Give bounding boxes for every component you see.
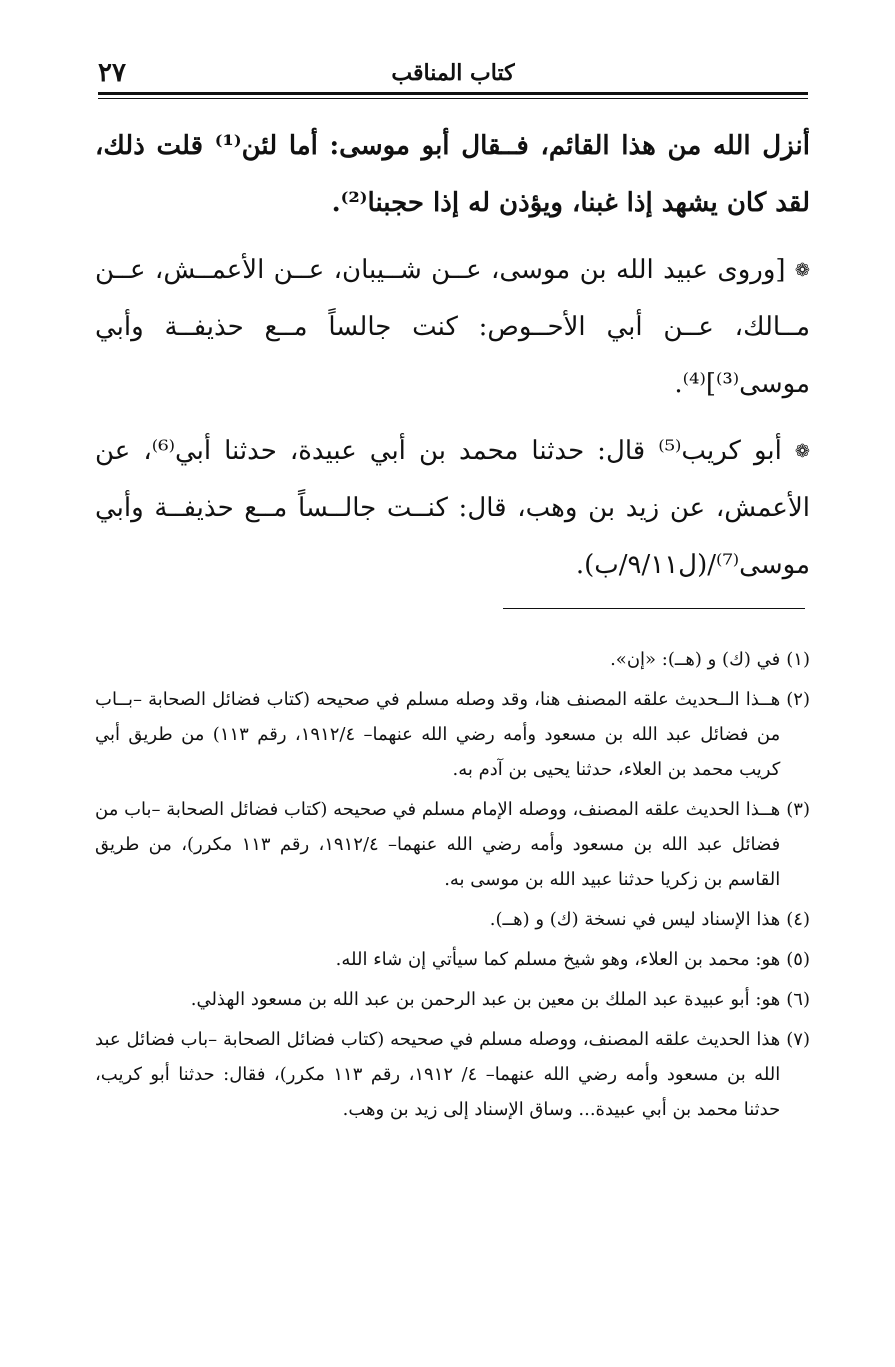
page-header xyxy=(98,60,808,96)
footnote xyxy=(95,642,810,677)
page-number: ٢٧ xyxy=(98,58,126,88)
paragraph-2-text: [وروى عبيد الله بن موسى، عــن شــيبان، عــن الأعمــش، عــن مــالك، عــن أبي الأحــوص: كنت جالساً مــع حذيفــة وأبي موسى⁽³⁾]⁽⁴⁾. xyxy=(95,255,810,399)
footnote xyxy=(95,792,810,897)
footnote-text: هذا الحديث علقه المصنف، ووصله مسلم في صحيحه (كتاب فضائل الصحابة –باب فضائل عبد الله بن مسعود وأمه رضي الله عنهما– ٤/ ١٩١٢، رقم ١١٣ مكرر)، فقال: حدثنا أبو كريب، حدثنا محمد بن أبي عبيدة... وساق الإسناد إلى زيد بن وهب. xyxy=(95,1029,781,1120)
paragraph-1: أنزل الله من هذا القائم، فــقال أبو موسى: أما لئن⁽¹⁾ قلت ذلك، لقد كان يشهد إذا غبنا، ويؤذن له إذا حجبنا⁽²⁾. xyxy=(95,131,810,218)
flower-bullet-icon: ❁ xyxy=(794,441,810,462)
footnote xyxy=(95,942,810,977)
footnote-text: في (ك) و (هــ): «إن». xyxy=(610,649,781,670)
footnotes xyxy=(95,642,810,1132)
paragraph-2 xyxy=(95,242,810,413)
footnote xyxy=(95,682,810,787)
footnote-text: هــذا الحديث علقه المصنف، ووصله الإمام مسلم في صحيحه (كتاب فضائل الصحابة –باب من فضائل عبد الله بن مسعود وأمه رضي الله عنهما– ١٩١٢/٤، رقم ١١٣ مكرر)، من طريق القاسم بن زكريا حدثنا عبيد الله بن موسى به. xyxy=(95,799,781,890)
footnote-number: (٣) xyxy=(786,799,810,820)
footnote-text: هو: محمد بن العلاء، وهو شيخ مسلم كما سيأتي إن شاء الله. xyxy=(335,949,781,970)
paragraph-3-text: أبو كريب⁽⁵⁾ قال: حدثنا محمد بن أبي عبيدة، حدثنا أبي⁽⁶⁾، عن الأعمش، عن زيد بن وهب، قال: كنــت جالــساً مــع حذيفــة وأبي موسى⁽⁷⁾/(ل٩/١١/ب). xyxy=(95,436,810,580)
main-text xyxy=(95,118,810,604)
footnote xyxy=(95,982,810,1017)
footnote-text: هــذا الــحديث علقه المصنف هنا، وقد وصله مسلم في صحيحه (كتاب فضائل الصحابة –بــاب من فضائل عبد الله بن مسعود وأمه رضي الله عنهما– ١٩١٢/٤، رقم ١١٣) من طريق أبي كريب محمد بن العلاء، حدثنا يحيى بن آدم به. xyxy=(95,689,781,780)
footnote xyxy=(95,1022,810,1127)
footnote-number: (٤) xyxy=(786,909,810,930)
footnote-text: هذا الإسناد ليس في نسخة (ك) و (هــ). xyxy=(489,909,781,930)
header-rule-thin xyxy=(98,98,808,99)
footnote-number: (٧) xyxy=(786,1029,810,1050)
running-title: كتاب المناقب xyxy=(391,60,515,86)
paragraph-3 xyxy=(95,423,810,594)
footnote-number: (٢) xyxy=(786,689,810,710)
footnote xyxy=(95,902,810,937)
footnote-number: (٥) xyxy=(786,949,810,970)
footnote-number: (٦) xyxy=(786,989,810,1010)
flower-bullet-icon: ❁ xyxy=(794,260,810,281)
footnote-number: (١) xyxy=(786,649,810,670)
header-rule-thick xyxy=(98,92,808,95)
footnote-text: هو: أبو عبيدة عبد الملك بن معين بن عبد الرحمن بن عبد الله بن مسعود الهذلي. xyxy=(190,989,781,1010)
footnote-separator xyxy=(503,608,805,609)
